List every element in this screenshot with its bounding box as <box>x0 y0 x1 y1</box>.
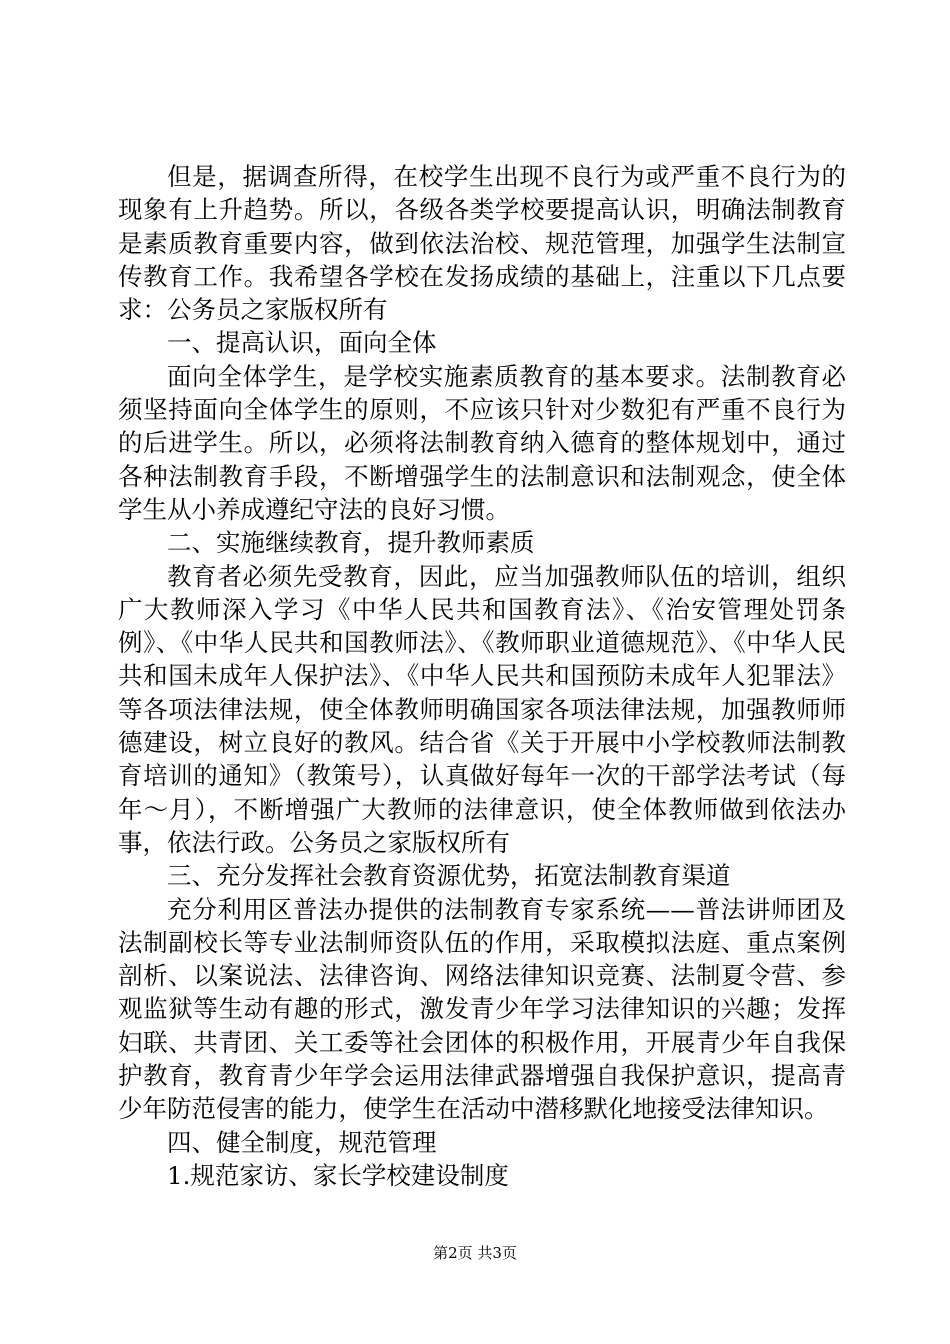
subsection-heading-4-1: 1.规范家访、家长学校建设制度 <box>167 1160 509 1190</box>
page-footer <box>0 1243 950 1263</box>
paragraph-intro: 但是，据调查所得，在校学生出现不良行为或严重不良行为的现象有上升趋势。所以，各级各类学校要提高认识，明确法制教育是素质教育重要内容，做到依法治校、规范管理，加强学生法制宣传教育工作。我希望各学校在发扬成绩的基础上，注重以下几点要求：公务员之家版权所有 <box>118 162 846 325</box>
document-body <box>118 160 846 1192</box>
paragraph-section-3: 充分利用区普法办提供的法制教育专家系统——普法讲师团及法制副校长等专业法制师资队伍的作用，采取模拟法庭、重点案例剖析、以案说法、法律咨询、网络法律知识竞赛、法制夏令营、参观监狱等生动有趣的形式，激发青少年学习法律知识的兴趣；发挥妇联、共青团、关工委等社会团体的积极作用，开展青少年自我保护教育，教育青少年学会运用法律武器增强自我保护意识，提高青少年防范侵害的能力，使学生在活动中潜移默化地接受法律知识。 <box>118 894 846 1124</box>
page-number-label: 第2页 共3页 <box>433 1244 517 1262</box>
section-heading-4: 四、健全制度，规范管理 <box>167 1127 437 1157</box>
paragraph-section-2: 教育者必须先受教育，因此，应当加强教师队伍的培训，组织广大教师深入学习《中华人民共和国教育法》、《治安管理处罚条例》、《中华人民共和国教师法》、《教师职业道德规范》、《中华人民共和国未成年人保护法》、《中华人民共和国预防未成年人犯罪法》等各项法律法规，使全体教师明确国家各项法律法规，加强教师师德建设，树立良好的教风。结合省《关于开展中小学校教师法制教育培训的通知》（教策号），认真做好每年一次的干部学法考试（每年～月），不断增强广大教师的法律意识，使全体教师做到依法办事，依法行政。公务员之家版权所有 <box>118 561 846 857</box>
section-heading-1: 一、提高认识，面向全体 <box>167 328 437 358</box>
section-heading-2: 二、实施继续教育，提升教师素质 <box>167 528 535 558</box>
paragraph-section-1: 面向全体学生，是学校实施素质教育的基本要求。法制教育必须坚持面向全体学生的原则，不应该只针对少数犯有严重不良行为的后进学生。所以，必须将法制教育纳入德育的整体规划中，通过各种法制教育手段，不断增强学生的法制意识和法制观念，使全体学生从小养成遵纪守法的良好习惯。 <box>118 361 846 524</box>
section-heading-3: 三、充分发挥社会教育资源优势，拓宽法制教育渠道 <box>167 861 731 891</box>
